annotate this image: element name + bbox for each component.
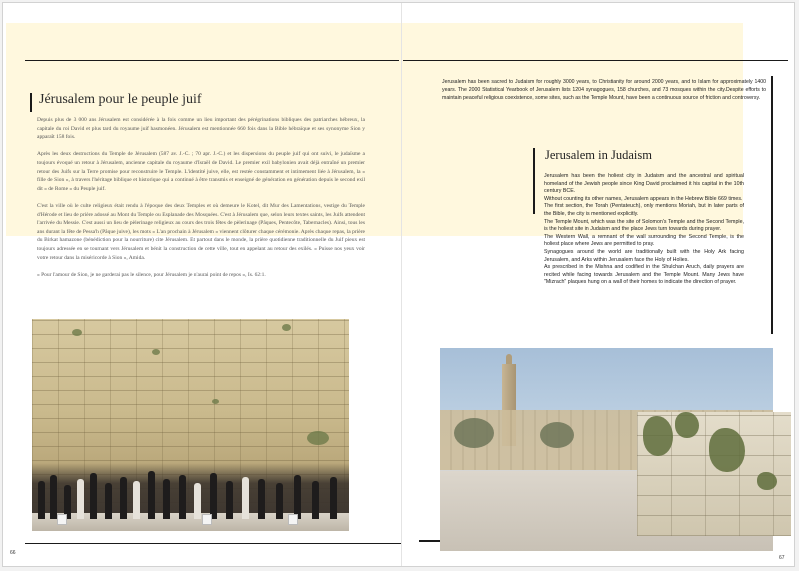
right-paragraph: Jerusalem has been the holiest city in Judaism and the ancestral and spiritual homeland of the Jewish people since King David proclaimed it his capital in the 10th century BCE. [544,173,744,195]
left-paragraph: C'est la ville où le culte religieux était rendu à l'époque des deux Temples et où demeure le Kotel, dit Mur des Lamentations, vestige du Temple d'Hérode et lieu de prière adossé au Mont du Temple ou Esplanade des Mosquées. C'est à Jérusalem que, selon leurs textes saints, les Juifs attendent l'arrivée du Messie. C'est aussi un lieu de pèlerinage religieux au cours des trois fêtes de pèlerinage (Pâques, Pentecôte, Tabernacles). Ainsi, tous les ans durant la fête de Pessa'h (Pâque juive), les mots « L'an prochain à Jérusalem » viennent clôturer chaque cérémonie. Après chaque repas, la prière du Birkat hamazone (bénédiction pour la nourriture) cite Jérusalem. Et partout dans le monde, la prière quotidienne traditionnelle du Juif pieux est toujours adressée en se tournant vers Jérusalem et bénit la construction de cette ville, tout en appelant au retour des exilés. « Puisse nos yeux voir votre retour dans la miséricorde à Sion », Amida. [37,202,365,261]
left-page-title: Jérusalem pour le peuple juif [39,92,202,107]
bottom-rule-left [25,543,401,544]
left-paragraph: Depuis plus de 3 000 ans Jérusalem est considérée à la fois comme un lieu important des pérégrinations bibliques des patriarches hébreux, la capitale du roi David et plus tard du royaume juif hasmonéen. Jérusalem est mentionnée 660 fois dans la Bible hébraïque et ses synonyme Sion y apparaît 158 fois. [37,117,365,141]
page-gutter [401,3,402,567]
top-rule-left [25,60,399,61]
title-accent-bar-left [30,93,32,112]
right-page-intro: Jerusalem has been sacred to Judaism for roughly 3000 years, to Christianity for around 2000 years, and to Islam for approximately 1400 years. The 2000 Statistical Yearbook of Jerusalem lists 1204 synagogues, 158 churches, and 73 mosques within the city.Despite efforts to maintain peaceful religious coexistence, some sites, such as the Temple Mount, have been a continuous source of friction and controversy. [442,79,766,102]
left-paragraph: Après les deux destructions du Temple de Jérusalem (587 av. J.-C. ; 70 apr. J.-C.) et les dispersions du peuple juif qui ont suivi, le judaïsme a toujours évoqué un retour à Jérusalem, ancienne capitale du royaume d'Israël de David. Le premier exil babylonien avait déjà entraîné un premier retour des Juifs sur la Terre promise pour reconstruire le Temple. L'identité juive, elle, est restée constamment et intimement liée à Jérusalem, la « fille de Sion », à travers l'héritage biblique et historique qui a continué à être transmis et enseigné de génération en génération depuis le second exil dit « de Rome » du Peuple juif. [37,151,365,192]
intro-accent-bar-right [771,76,773,334]
right-page-body [544,173,744,287]
wall-plants-photo [637,412,791,536]
top-rule-right [403,60,788,61]
left-paragraph: « Pour l'amour de Sion, je ne garderai pas le silence, pour Jérusalem je n'aurai point de repos », Is. 62:1. [37,271,266,278]
right-paragraph: The first section, the Torah (Pentateuch), only mentions Moriah, but in later parts of the Bible, the city is mentioned explicitly. [544,203,744,217]
title-accent-bar-right [533,148,535,214]
right-paragraph: Without counting its other names, Jerusalem appears in the Hebrew Bible 669 times. [544,195,743,202]
right-page-number: 67 [779,555,785,561]
right-paragraph: Synagogues around the world are traditionally built with the Holy Ark facing Jerusalem, and Arks within Jerusalem face the Holy of Holies. [544,248,744,263]
right-page-title: Jerusalem in Judaism [545,148,652,162]
right-paragraph: The Temple Mount, which was the site of Solomon's Temple and the Second Temple, is the holiest site in Judaism and the place Jews turn towards during prayer. [544,218,744,233]
magazine-spread [2,2,795,567]
right-paragraph: As prescribed in the Mishna and codified in the Shulchan Aruch, daily prayers are recited while facing towards Jerusalem and the Temple Mount. Many Jews have "Mizrach" plaques hung on a wall of their homes to indicate the direction of prayer. [544,264,744,286]
right-paragraph: The Western Wall, a remnant of the wall surrounding the Second Temple, is the holiest place where Jews are permitted to pray. [544,233,744,248]
left-page-body [37,116,365,288]
western-wall-photo [32,319,349,531]
left-page-number: 66 [10,550,16,556]
